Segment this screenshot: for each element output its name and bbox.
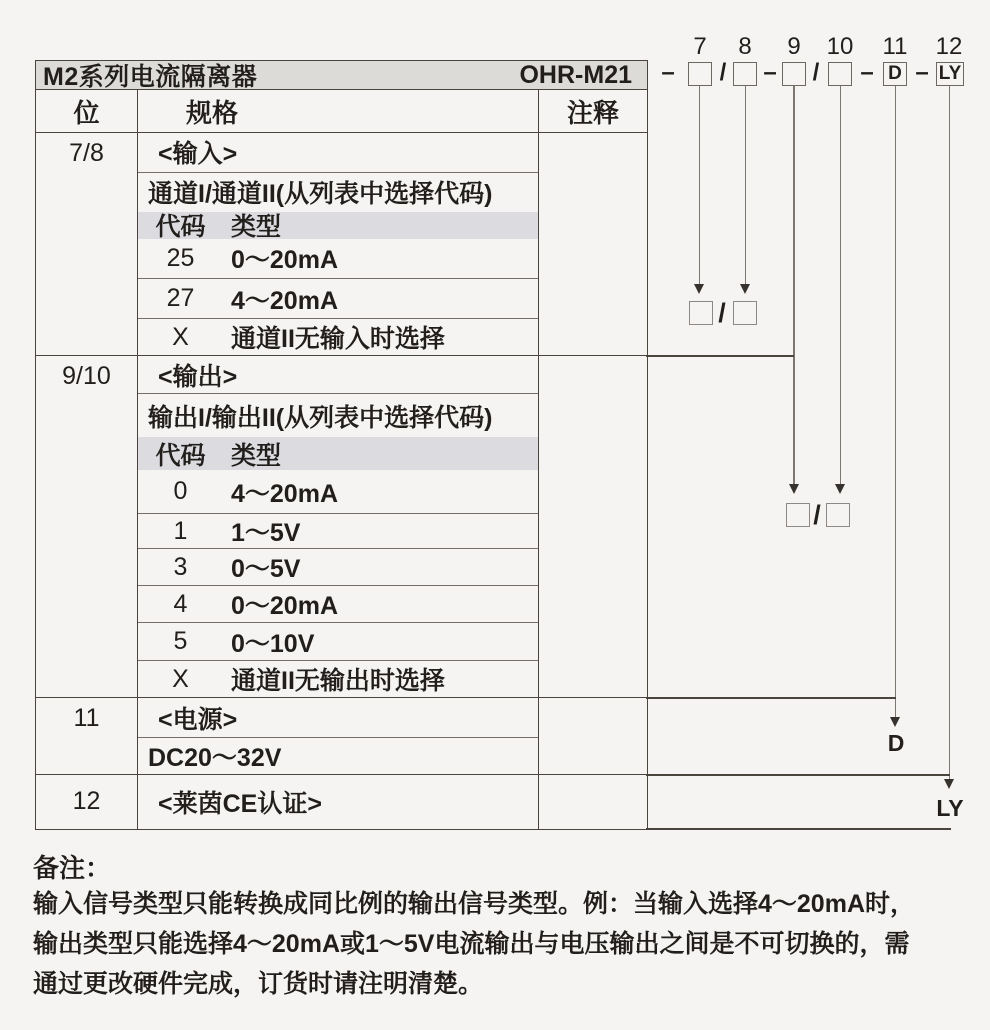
- dash-separator: –: [763, 59, 777, 86]
- code-type-header-row: 代码 类型: [138, 212, 538, 239]
- input-target-box-1: [689, 301, 713, 325]
- code-row: X 通道II无输入时选择: [138, 318, 538, 355]
- group-pos: 11: [36, 698, 138, 774]
- code-box-11-power: D: [883, 62, 907, 86]
- output-target-slash: /: [813, 500, 821, 530]
- note-cell: [539, 775, 647, 829]
- spec-table: [35, 60, 648, 830]
- code-row: 4 0～20mA: [138, 585, 538, 622]
- notes-line-1: 输入信号类型只能转换成同比例的输出信号类型。例：当输入选择4～20mA时，: [33, 890, 915, 918]
- arrowhead-11-icon: [890, 717, 900, 727]
- desc-row: 通道I/通道II(从列表中选择代码): [138, 172, 538, 212]
- group-pos: 7/8: [36, 133, 138, 355]
- notes-line-2: 输出类型只能选择4～20mA或1～5V电流输出与电压输出之间是不可切换的，需: [33, 930, 910, 958]
- col-header-note: 注释: [566, 97, 619, 128]
- code-box-10: [828, 62, 852, 86]
- ce-code-label: LY: [936, 795, 964, 821]
- code-row: 1 1～5V: [138, 513, 538, 548]
- input-target-slash: /: [718, 298, 726, 328]
- leader-line-9: [793, 86, 795, 484]
- leader-line-8: [745, 86, 747, 284]
- group-pos: 12: [36, 775, 138, 829]
- code-row: 3 0～5V: [138, 548, 538, 585]
- note-cell: [539, 133, 647, 355]
- code-box-7: [688, 62, 712, 86]
- extension-line-bottom: [646, 828, 951, 830]
- arrowhead-10-icon: [835, 484, 845, 494]
- model-code: OHR-M21: [519, 60, 632, 89]
- desc-row: DC20～32V: [138, 737, 538, 774]
- leader-line-7: [699, 86, 701, 284]
- table-group-ce: [36, 775, 647, 829]
- group-pos: 9/10: [36, 356, 138, 697]
- table-title-row: [36, 61, 647, 90]
- output-target-box-2: [826, 503, 850, 527]
- input-target-box-2: [733, 301, 757, 325]
- arrowhead-7-icon: [694, 284, 704, 294]
- code-row: X 通道II无输出时选择: [138, 660, 538, 697]
- arrowhead-8-icon: [740, 284, 750, 294]
- leader-line-11: [895, 86, 897, 717]
- note-cell: [539, 356, 647, 697]
- slash-separator: /: [719, 59, 727, 86]
- code-row: 5 0～10V: [138, 622, 538, 660]
- code-box-8: [733, 62, 757, 86]
- code-box-9: [782, 62, 806, 86]
- section-row: <莱茵CE认证>: [158, 790, 322, 818]
- slash-separator: /: [812, 59, 820, 86]
- extension-line-input: [646, 355, 794, 357]
- section-row: <电源>: [158, 705, 238, 734]
- position-number-8: 8: [738, 33, 752, 60]
- table-group-input: [36, 133, 647, 356]
- notes-body: [33, 884, 963, 1004]
- code-row: 0 4～20mA: [173, 477, 338, 508]
- col-header-pos: 位: [36, 90, 138, 132]
- extension-line-ce: [646, 774, 950, 776]
- position-number-10: 10: [826, 33, 854, 60]
- table-group-power: [36, 698, 647, 775]
- arrowhead-9-icon: [789, 484, 799, 494]
- table-group-output: [36, 356, 647, 698]
- code-row: 27 4～20mA: [138, 278, 538, 318]
- note-cell: [539, 698, 647, 774]
- section-row: <输入>: [158, 140, 238, 169]
- position-number-9: 9: [787, 33, 801, 60]
- code-box-12-ce: LY: [936, 62, 964, 86]
- power-code-label: D: [887, 730, 905, 756]
- notes-label: 备注：: [33, 853, 112, 883]
- section-row: <输出>: [158, 362, 238, 391]
- arrowhead-12-icon: [944, 779, 954, 789]
- leader-line-12: [949, 86, 951, 779]
- code-type-header-row: 代码 类型: [138, 437, 538, 470]
- dash-separator: –: [860, 59, 874, 86]
- col-header-spec: 规格: [138, 90, 539, 132]
- notes-line-3: 通过更改硬件完成，订货时请注明清楚。: [33, 970, 484, 998]
- leader-line-10: [840, 86, 842, 484]
- table-header-row: [36, 90, 647, 133]
- dash-separator: –: [661, 59, 675, 86]
- dash-separator: –: [915, 59, 929, 86]
- code-row: 25 0～20mA: [166, 243, 338, 275]
- position-number-7: 7: [693, 33, 707, 60]
- extension-line-power: [646, 697, 896, 699]
- position-number-12: 12: [935, 33, 963, 60]
- series-title: M2系列电流隔离器: [43, 63, 258, 91]
- output-target-box-1: [786, 503, 810, 527]
- position-number-11: 11: [882, 33, 908, 60]
- desc-row: 输出I/输出II(从列表中选择代码): [138, 393, 538, 437]
